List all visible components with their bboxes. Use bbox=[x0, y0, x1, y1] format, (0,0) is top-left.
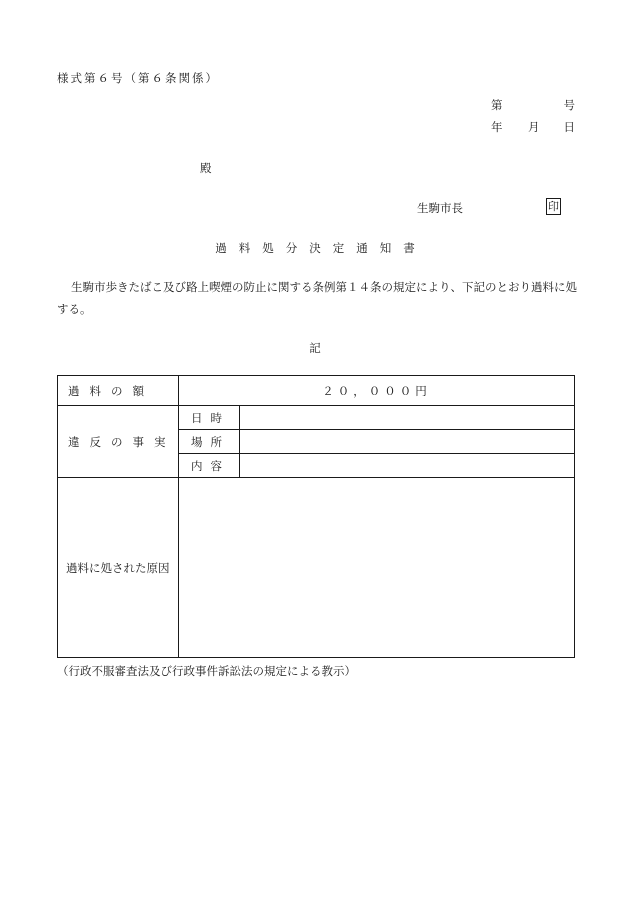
number-suffix: 号 bbox=[563, 98, 575, 112]
place-label: 場所 bbox=[179, 430, 240, 454]
content-label: 内容 bbox=[179, 454, 240, 478]
penalty-table bbox=[57, 375, 575, 658]
place-value bbox=[240, 430, 575, 454]
document-title: 過料処分決定通知書 bbox=[215, 241, 427, 255]
datetime-value bbox=[240, 406, 575, 430]
datetime-row bbox=[58, 406, 575, 430]
number-prefix: 第 bbox=[491, 98, 503, 112]
content-value bbox=[240, 454, 575, 478]
datetime-label: 日時 bbox=[179, 406, 240, 430]
mayor-title: 生駒市長 bbox=[417, 201, 463, 215]
body-paragraph: 生駒市歩きたばこ及び路上喫煙の防止に関する条例第１４条の規定により、下記のとおり過料に処する。 bbox=[57, 280, 577, 316]
violation-label: 違反の事実 bbox=[58, 406, 179, 478]
amount-label: 過料の額 bbox=[58, 376, 179, 406]
addressee-honorific: 殿 bbox=[200, 161, 212, 175]
seal-box: 印 bbox=[548, 200, 559, 213]
ki-heading: 記 bbox=[309, 341, 321, 355]
reason-row bbox=[58, 478, 575, 658]
amount-value: ２０，０００円 bbox=[179, 376, 575, 406]
form-number: 様式第６号（第６条関係） bbox=[57, 71, 219, 85]
amount-row bbox=[58, 376, 575, 406]
reason-value bbox=[179, 478, 575, 658]
month-label: 月 bbox=[528, 120, 540, 134]
year-label: 年 bbox=[491, 120, 503, 134]
day-label: 日 bbox=[563, 120, 575, 134]
reason-label: 過料に処された原因 bbox=[58, 478, 179, 658]
appeal-notice: （行政不服審査法及び行政事件訴訟法の規定による教示） bbox=[57, 664, 356, 678]
